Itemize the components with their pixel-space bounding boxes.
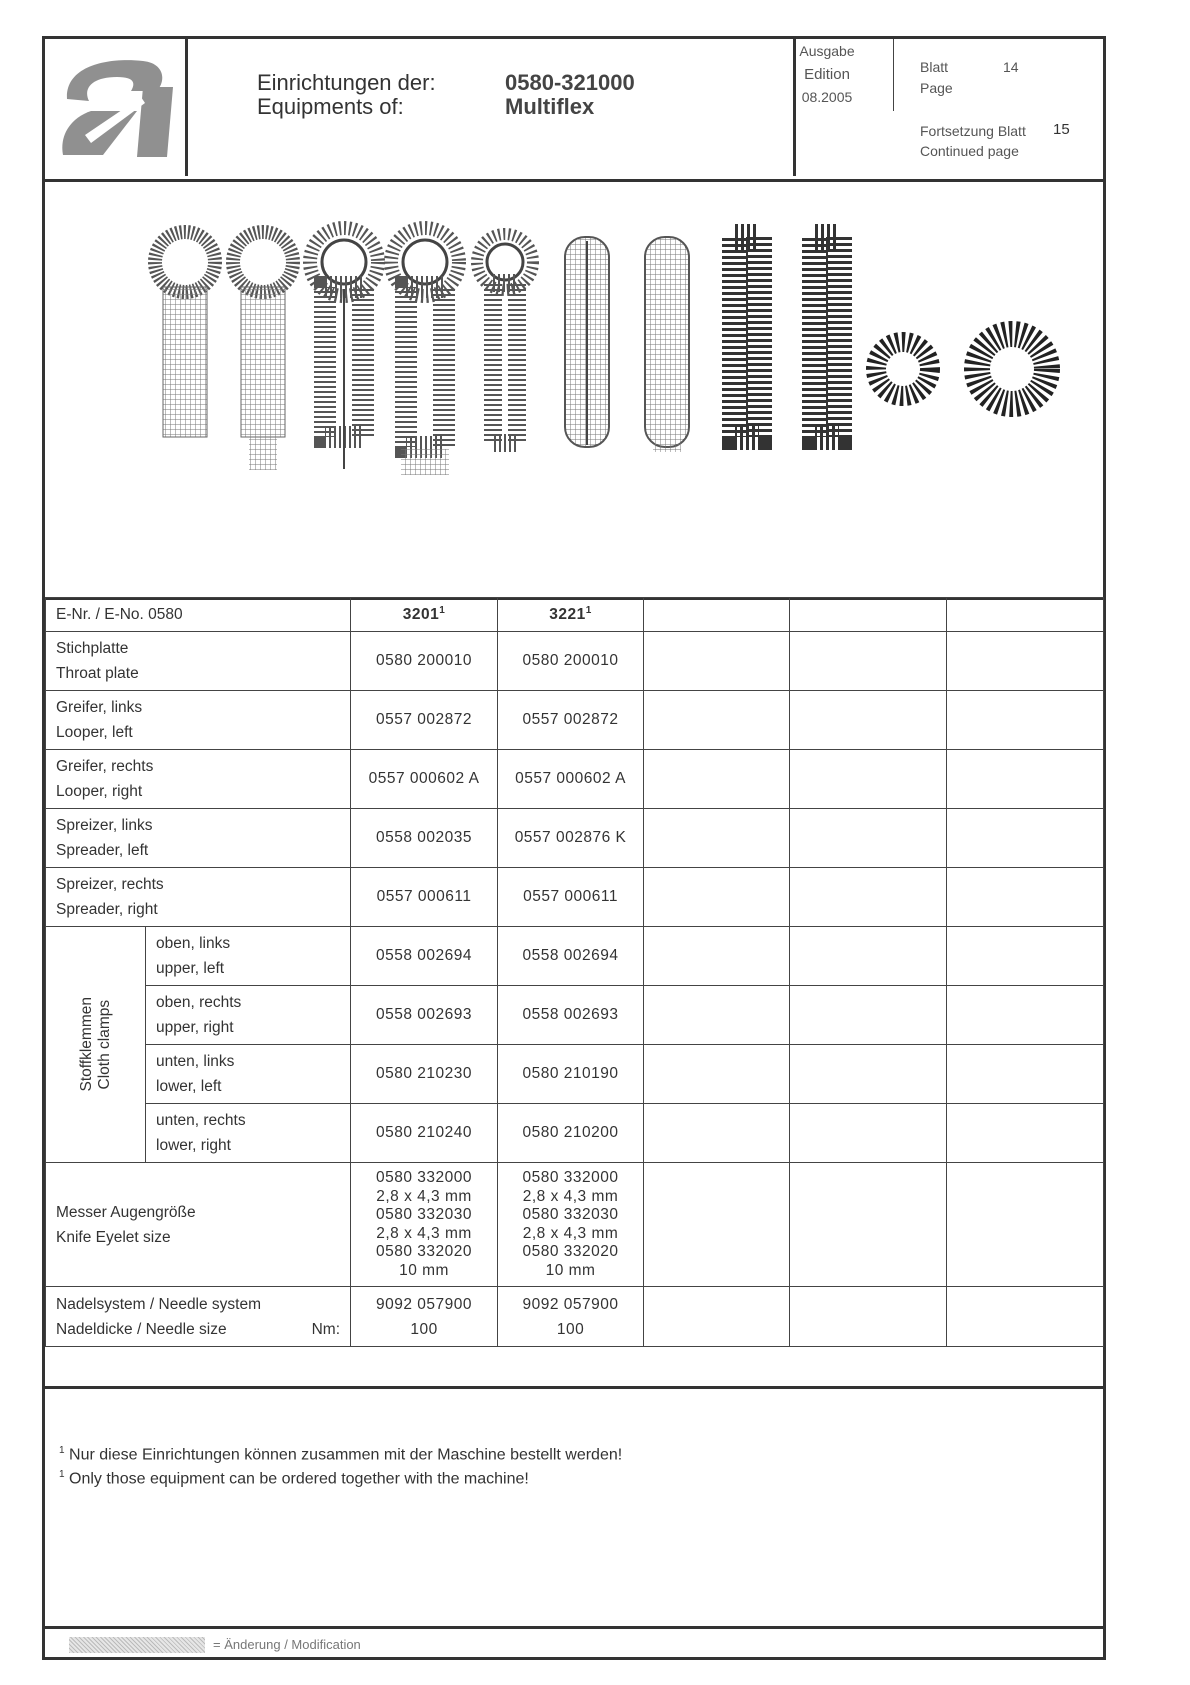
empty-cell	[644, 750, 790, 809]
row-label	[146, 1045, 351, 1104]
label-en: Looper, right	[56, 783, 143, 800]
value-cell: 0557 000602 A	[498, 750, 644, 809]
equipment-table	[45, 597, 1104, 1347]
empty-cell	[644, 691, 790, 750]
table-row	[46, 632, 1104, 691]
equipment-number: 0580-321000	[505, 70, 635, 95]
needle-system-value: 9092 057900	[522, 1295, 619, 1313]
empty-cell	[790, 1163, 947, 1287]
label-de: unten, links	[156, 1053, 235, 1070]
empty-cell	[790, 632, 947, 691]
table-row	[46, 927, 1104, 986]
needle-values-2	[498, 1287, 644, 1347]
empty-cell	[947, 1045, 1104, 1104]
footnote-de-text: Nur diese Einrichtungen können zusammen mit der Maschine bestellt werden!	[69, 1446, 623, 1464]
table-row	[46, 691, 1104, 750]
label-en: Looper, left	[56, 724, 133, 741]
row-label	[46, 632, 351, 691]
needle-size-value: 100	[410, 1320, 438, 1338]
empty-cell	[790, 986, 947, 1045]
modification-swatch	[69, 1637, 205, 1653]
buttonhole-5-icon	[477, 234, 533, 443]
label-de: unten, rechts	[156, 1112, 246, 1129]
knife-part-no: 0580 332020	[376, 1243, 473, 1260]
empty-cell	[790, 809, 947, 868]
value-cell: 0557 002872	[498, 691, 644, 750]
empty-cell	[644, 809, 790, 868]
label-en: Throat plate	[56, 665, 139, 682]
table-row	[46, 1104, 1104, 1163]
row-label	[46, 750, 351, 809]
value-cell: 0580 210230	[351, 1045, 498, 1104]
footnote-sup: 1	[59, 1445, 65, 1456]
label-en: upper, left	[156, 960, 225, 977]
eyelet-small-icon	[876, 342, 930, 396]
label-de: Greifer, rechts	[56, 758, 154, 775]
knife-part-no: 0580 332000	[376, 1169, 473, 1186]
value-cell: 0557 002872	[351, 691, 498, 750]
footnote-sup: 1	[59, 1469, 65, 1481]
label-en: Spreader, right	[56, 901, 158, 918]
table-header-row	[46, 598, 1104, 632]
needle-row	[46, 1287, 1104, 1347]
empty-cell	[790, 691, 947, 750]
empty-cell	[947, 632, 1104, 691]
label-de: oben, links	[156, 935, 231, 952]
continued-label: Continued page	[920, 143, 1019, 159]
edition-label: Edition	[804, 66, 850, 83]
buttonhole-3-icon	[310, 228, 378, 469]
row-label	[46, 868, 351, 927]
buttonhole-illustrations	[45, 179, 1103, 600]
table-row	[46, 809, 1104, 868]
empty-cell	[644, 927, 790, 986]
knife-values-2	[498, 1163, 644, 1287]
edition-date: 08.2005	[801, 89, 853, 105]
empty-cell	[644, 986, 790, 1045]
title-en-label: Equipments of:	[257, 94, 404, 119]
needle-size-label: Nadeldicke / Needle size	[56, 1320, 227, 1338]
empty-cell	[947, 691, 1104, 750]
empty-cell	[947, 1104, 1104, 1163]
empty-cell	[644, 1045, 790, 1104]
knife-size: 2,8 x 4,3 mm	[376, 1187, 472, 1205]
empty-cell	[790, 750, 947, 809]
blatt-label: Blatt	[920, 59, 949, 75]
empty-cell	[790, 868, 947, 927]
empty-cell	[947, 986, 1104, 1045]
value-cell: 0558 002694	[498, 927, 644, 986]
knife-part-no: 0580 332030	[376, 1206, 473, 1223]
logo-cell	[45, 39, 188, 176]
empty-cell	[644, 632, 790, 691]
empty-cell	[644, 1104, 790, 1163]
empty-cell	[644, 868, 790, 927]
knife-size: 10 mm	[545, 1261, 596, 1279]
label-de: Spreizer, links	[56, 817, 153, 834]
title-cell	[185, 39, 796, 176]
col2-number: 3221	[549, 606, 586, 624]
value-cell: 0580 210240	[351, 1104, 498, 1163]
clamps-label-en: Cloth clamps	[95, 999, 113, 1090]
footnote	[59, 1441, 622, 1490]
buttonhole-1-icon	[155, 232, 215, 437]
knife-size: 10 mm	[399, 1261, 449, 1279]
continued-page-number: 15	[1053, 121, 1070, 138]
value-cell: 0558 002035	[351, 809, 498, 868]
table-row	[46, 1045, 1104, 1104]
row-label	[146, 927, 351, 986]
document-frame	[42, 36, 1106, 1660]
value-cell: 0580 200010	[498, 632, 644, 691]
label-en: lower, left	[156, 1078, 222, 1095]
buttonhole-4-icon	[391, 228, 459, 475]
knife-row	[46, 1163, 1104, 1287]
legend-text: = Änderung / Modification	[213, 1637, 361, 1652]
row-label	[46, 1163, 351, 1287]
nm-label: Nm:	[311, 1320, 341, 1338]
knife-size: 2,8 x 4,3 mm	[376, 1224, 472, 1242]
empty-cell	[947, 1287, 1104, 1347]
value-cell: 0580 210190	[498, 1045, 644, 1104]
knife-part-no: 0580 332020	[522, 1243, 619, 1260]
buttonhole-8-icon	[735, 237, 759, 439]
table-row	[46, 986, 1104, 1045]
empty-cell	[790, 1104, 947, 1163]
buttonhole-9-icon	[815, 237, 839, 439]
eyelet-large-icon	[977, 334, 1047, 404]
knife-part-no: 0580 332000	[522, 1169, 619, 1186]
empty-cell	[947, 868, 1104, 927]
header	[45, 39, 1103, 182]
label-de: Stichplatte	[56, 640, 129, 657]
row-label	[146, 986, 351, 1045]
col1-sup: 1	[439, 604, 446, 616]
value-cell: 0580 200010	[351, 632, 498, 691]
row-label	[146, 1104, 351, 1163]
buttonhole-6-icon	[565, 237, 609, 447]
buttonhole-7-icon	[645, 237, 689, 452]
footnote-en	[59, 1465, 622, 1489]
footnote-area	[45, 1386, 1103, 1629]
table-row	[46, 750, 1104, 809]
legend-bar	[45, 1626, 1103, 1663]
knife-size: 2,8 x 4,3 mm	[522, 1224, 619, 1242]
footnote-de	[59, 1441, 622, 1465]
empty-cell	[947, 1163, 1104, 1287]
cloth-clamps-label	[78, 997, 114, 1091]
clamps-label-de: Stoffklemmen	[77, 997, 95, 1092]
value-cell: 0558 002694	[351, 927, 498, 986]
empty-cell	[790, 1287, 947, 1347]
needle-system-label: Nadelsystem / Needle system	[56, 1295, 262, 1313]
header-divider	[893, 39, 894, 111]
label-en: upper, right	[156, 1019, 234, 1036]
needle-size-value: 100	[556, 1320, 585, 1338]
label-de: Messer Augengröße	[56, 1203, 196, 1221]
col1-number: 3201	[402, 606, 440, 624]
value-cell: 0580 210200	[498, 1104, 644, 1163]
footnote-en-text: Only those equipment can be ordered together with the machine!	[69, 1470, 529, 1488]
value-cell: 0557 000611	[351, 868, 498, 927]
empty-cell	[947, 750, 1104, 809]
col-header-3201	[351, 598, 498, 632]
page-label: Page	[920, 80, 953, 96]
label-en: Knife Eyelet size	[56, 1228, 171, 1246]
col-header-3221	[498, 598, 644, 632]
empty-cell	[947, 927, 1104, 986]
needle-values-1	[351, 1287, 498, 1347]
cloth-clamps-group	[46, 927, 146, 1163]
buttonhole-2-icon	[233, 232, 293, 470]
value-cell: 0557 000611	[498, 868, 644, 927]
empty-cell	[644, 1287, 790, 1347]
e-nr-label: E-Nr. / E-No. 0580	[46, 598, 351, 632]
empty-cell	[644, 1163, 790, 1287]
empty-cell	[790, 927, 947, 986]
needle-system-value: 9092 057900	[376, 1295, 473, 1313]
label-en: Spreader, left	[56, 842, 149, 859]
row-label	[46, 809, 351, 868]
empty-cell	[790, 598, 947, 632]
knife-values-1	[351, 1163, 498, 1287]
value-cell: 0558 002693	[498, 986, 644, 1045]
fortsetzung-label: Fortsetzung Blatt	[920, 123, 1026, 139]
label-en: lower, right	[156, 1137, 231, 1154]
empty-cell	[947, 809, 1104, 868]
knife-part-no: 0580 332030	[522, 1206, 619, 1223]
needle-label	[46, 1287, 351, 1347]
label-de: Greifer, links	[56, 699, 143, 716]
empty-cell	[790, 1045, 947, 1104]
buttonhole-shapes	[45, 179, 1103, 594]
page-number: 14	[1003, 59, 1019, 75]
value-cell: 0558 002693	[351, 986, 498, 1045]
ausgabe-label: Ausgabe	[799, 43, 855, 59]
row-label	[46, 691, 351, 750]
company-logo	[45, 39, 185, 176]
label-de: oben, rechts	[156, 994, 242, 1011]
col2-sup: 1	[585, 604, 592, 616]
empty-cell	[947, 598, 1104, 632]
table-row	[46, 868, 1104, 927]
value-cell: 0557 000602 A	[351, 750, 498, 809]
knife-size: 2,8 x 4,3 mm	[522, 1187, 619, 1205]
empty-cell	[644, 598, 790, 632]
label-de: Spreizer, rechts	[56, 876, 164, 893]
equipment-name: Multiflex	[505, 94, 595, 119]
value-cell: 0557 002876 K	[498, 809, 644, 868]
title-de-label: Einrichtungen der:	[257, 70, 436, 95]
